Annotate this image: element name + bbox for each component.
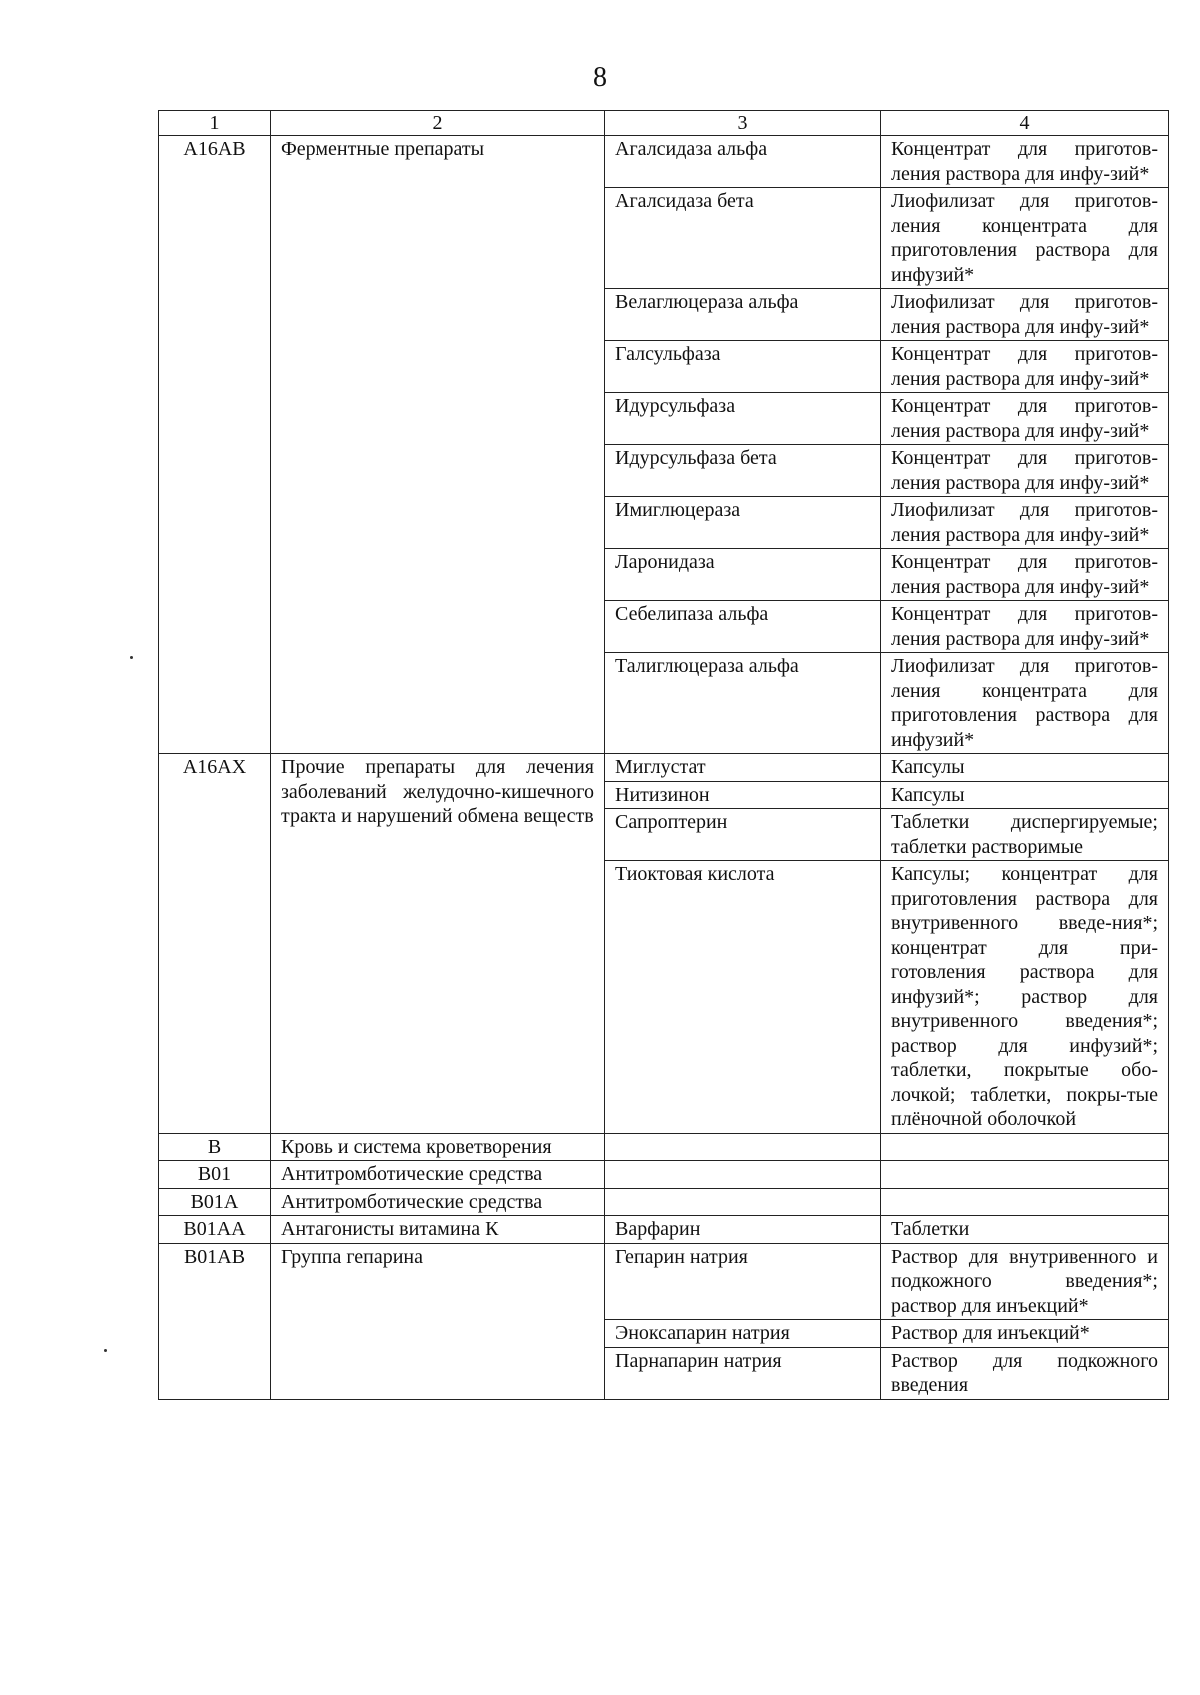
drug-name-cell: Агалсидаза альфа: [605, 136, 881, 188]
drug-name-cell: [605, 1161, 881, 1189]
dosage-form-cell: Лиофилизат для приготов-ления раствора для инфу-зий*: [881, 289, 1169, 341]
drug-name-cell: Сапроптерин: [605, 809, 881, 861]
atc-group-cell: Прочие препараты для лечения заболеваний желудочно-кишечного тракта и нарушений обмена веществ: [271, 754, 605, 1134]
atc-code-cell: B: [159, 1133, 271, 1161]
dosage-form-cell: Таблетки: [881, 1216, 1169, 1244]
atc-code-cell: B01AA: [159, 1216, 271, 1244]
dosage-form-cell: Концентрат для приготов-ления раствора для инфу-зий*: [881, 136, 1169, 188]
drug-name-cell: Идурсульфаза: [605, 393, 881, 445]
atc-group-cell: Группа гепарина: [271, 1243, 605, 1399]
page-number: 8: [593, 62, 607, 93]
atc-group-cell: Антагонисты витамина К: [271, 1216, 605, 1244]
drug-name-cell: Миглустат: [605, 754, 881, 782]
drug-name-cell: Ларонидаза: [605, 549, 881, 601]
dosage-form-cell: Таблетки диспергируемые; таблетки растворимые: [881, 809, 1169, 861]
column-number: 1: [159, 111, 271, 136]
column-number-row: [159, 111, 1169, 136]
drug-name-cell: [605, 1188, 881, 1216]
drug-name-cell: Талиглюцераза альфа: [605, 653, 881, 754]
dosage-form-cell: Капсулы; концентрат для приготовления раствора для внутривенного введе-ния*; концентрат для при-готовления раствора для инфузий*; раствор для внутривенного введения*; раствор для инфузий*; таблетки, покрытые обо-лочкой; таблетки, покры-тые плёночной оболочкой: [881, 861, 1169, 1134]
atc-group-cell: Антитромботические средства: [271, 1188, 605, 1216]
atc-code-cell: B01: [159, 1161, 271, 1189]
dosage-form-cell: Концентрат для приготов-ления раствора для инфу-зий*: [881, 393, 1169, 445]
column-number: 2: [271, 111, 605, 136]
table-row: [159, 1243, 1169, 1320]
drug-name-cell: Велаглюцераза альфа: [605, 289, 881, 341]
drug-name-cell: Идурсульфаза бета: [605, 445, 881, 497]
drug-name-cell: Агалсидаза бета: [605, 188, 881, 289]
table-row: [159, 1188, 1169, 1216]
dosage-form-cell: Капсулы: [881, 781, 1169, 809]
atc-group-cell: Ферментные препараты: [271, 136, 605, 754]
table-row: [159, 754, 1169, 782]
drug-list-table: [158, 110, 1169, 1400]
table-row: [159, 136, 1169, 188]
dosage-form-cell: Лиофилизат для приготов-ления концентрата для приготовления раствора для инфузий*: [881, 188, 1169, 289]
drug-name-cell: Гепарин натрия: [605, 1243, 881, 1320]
atc-code-cell: A16AX: [159, 754, 271, 1134]
atc-code-cell: A16AB: [159, 136, 271, 754]
drug-name-cell: Нитизинон: [605, 781, 881, 809]
atc-group-cell: Кровь и система кроветворения: [271, 1133, 605, 1161]
drug-name-cell: [605, 1133, 881, 1161]
dosage-form-cell: Концентрат для приготов-ления раствора для инфу-зий*: [881, 601, 1169, 653]
table-row: [159, 1161, 1169, 1189]
dosage-form-cell: Лиофилизат для приготов-ления раствора для инфу-зий*: [881, 497, 1169, 549]
dosage-form-cell: [881, 1161, 1169, 1189]
dosage-form-cell: Раствор для подкожного введения: [881, 1347, 1169, 1399]
drug-name-cell: Тиоктовая кислота: [605, 861, 881, 1134]
dosage-form-cell: [881, 1188, 1169, 1216]
column-number: 4: [881, 111, 1169, 136]
drug-name-cell: Варфарин: [605, 1216, 881, 1244]
drug-name-cell: Галсульфаза: [605, 341, 881, 393]
scan-mark: [104, 1349, 107, 1352]
dosage-form-cell: Раствор для внутривенного и подкожного введения*; раствор для инъекций*: [881, 1243, 1169, 1320]
dosage-form-cell: [881, 1133, 1169, 1161]
drug-name-cell: Парнапарин натрия: [605, 1347, 881, 1399]
column-number: 3: [605, 111, 881, 136]
dosage-form-cell: Лиофилизат для приготов-ления концентрата для приготовления раствора для инфузий*: [881, 653, 1169, 754]
drug-name-cell: Себелипаза альфа: [605, 601, 881, 653]
atc-code-cell: B01AB: [159, 1243, 271, 1399]
dosage-form-cell: Концентрат для приготов-ления раствора для инфу-зий*: [881, 549, 1169, 601]
drug-name-cell: Эноксапарин натрия: [605, 1320, 881, 1348]
scan-mark: [130, 656, 133, 659]
dosage-form-cell: Капсулы: [881, 754, 1169, 782]
dosage-form-cell: Раствор для инъекций*: [881, 1320, 1169, 1348]
table-row: [159, 1216, 1169, 1244]
table-row: [159, 1133, 1169, 1161]
atc-code-cell: B01A: [159, 1188, 271, 1216]
drug-name-cell: Имиглюцераза: [605, 497, 881, 549]
dosage-form-cell: Концентрат для приготов-ления раствора для инфу-зий*: [881, 341, 1169, 393]
table-body: [159, 136, 1169, 1400]
dosage-form-cell: Концентрат для приготов-ления раствора для инфу-зий*: [881, 445, 1169, 497]
atc-group-cell: Антитромботические средства: [271, 1161, 605, 1189]
